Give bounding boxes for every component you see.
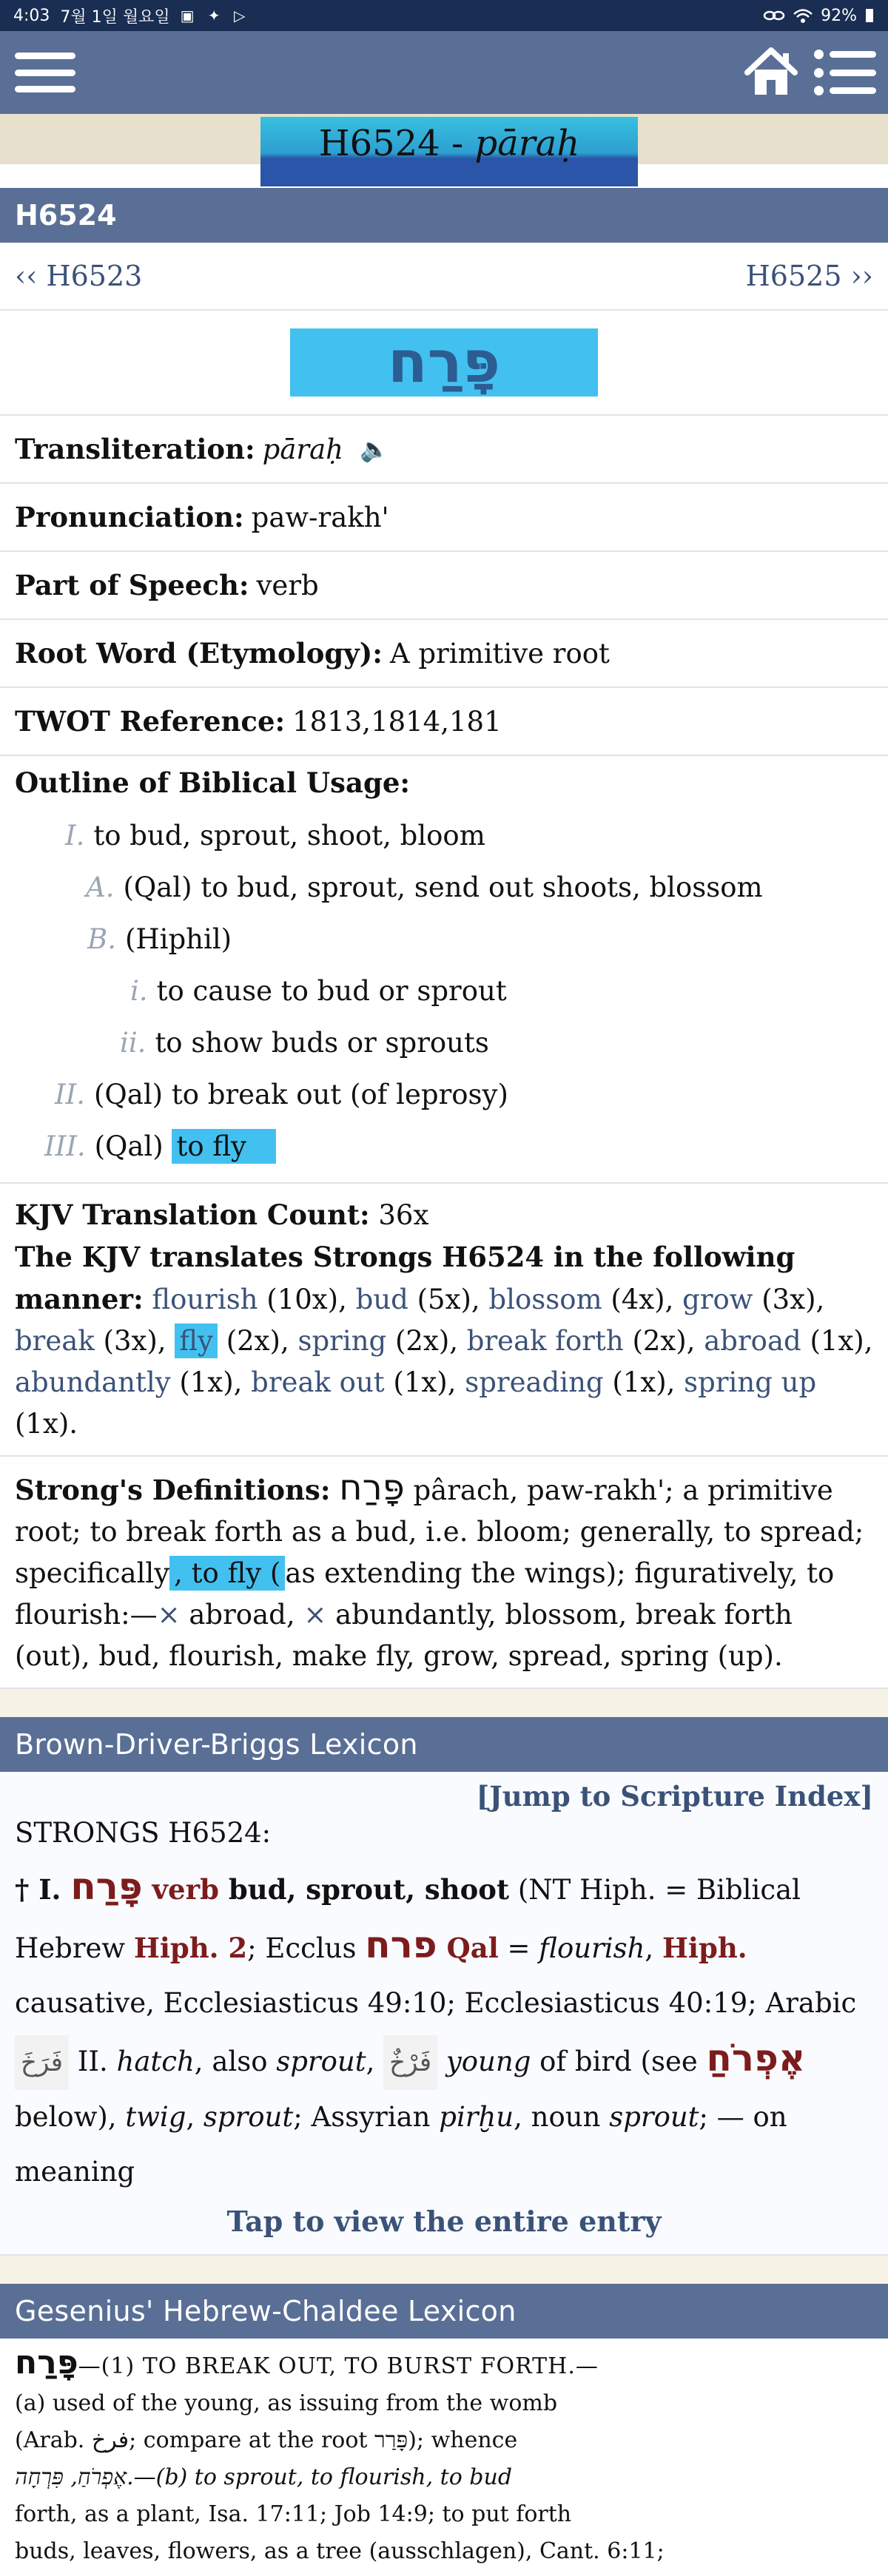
- transliteration-value: pāraḥ: [262, 433, 343, 465]
- outline-title: Outline of Biblical Usage:: [15, 766, 411, 799]
- link-icon: [763, 7, 785, 24]
- gesenius-line: אֶפְרֹחַ, פִּרְחָה.—(b) to sprout, to flourish, to bud: [15, 2464, 513, 2490]
- bdb-entry-text: † I. פָּרַח verb bud, sprout, shoot (NT Hiph. = Biblical Hebrew Hiph. 2; Ecclus פרח Qal = flourish, Hiph. causative, Ecclesiasticus 49:10; Ecclesiasticus 40:19; Arabic فَرَخَ II. hatch, also sprout, فَرْخٌ young of bird (see אֶפְרֹחַ below), twig, sprout; Assyrian pirḫu, noun sprout; — on meaning: [15, 1865, 857, 2188]
- twot-row: TWOT Reference: 1813,1814,181: [0, 688, 888, 756]
- part-of-speech-row: Part of Speech: verb: [0, 552, 888, 620]
- root-word-value: A primitive root: [389, 637, 610, 670]
- search-highlight: to fly: [172, 1129, 276, 1164]
- search-highlight: , to fly (: [169, 1556, 285, 1591]
- gesenius-line: (a) used of the young, as issuing from the womb: [15, 2390, 558, 2416]
- gesenius-line: (Arab. فرخ; compare at the root פָּרַר); whence: [15, 2427, 518, 2453]
- bdb-lexicon: [0, 1772, 888, 2256]
- kjv-count: 36x: [378, 1199, 429, 1231]
- kjv-translation: KJV Translation Count: 36x The KJV translates Strongs H6524 in the following manner: flourish (10x), bud (5x), blossom (4x), grow (3x), break (3x), fly (2x), spring (2x), break forth (2x), abroad (1x), abundantly (1x), break out (1x), spreading (1x), spring up (1x).: [0, 1184, 888, 1457]
- outline-item: I. to bud, sprout, shoot, bloom: [65, 819, 485, 852]
- jump-to-scripture-link[interactable]: [Jump to Scripture Index]: [476, 1780, 873, 1813]
- hebrew-word: פָּרַח: [290, 328, 598, 397]
- kjv-word-link[interactable]: break out: [251, 1366, 385, 1398]
- menu-icon[interactable]: [15, 50, 75, 95]
- kjv-words: flourish (10x), bud (5x), blossom (4x), grow (3x), break (3x), fly (2x), spring (2x), break forth (2x), abroad (1x), abundantly (1x), break out (1x), spreading (1x), spring up (1x).: [15, 1284, 873, 1440]
- kjv-word-link[interactable]: abundantly: [15, 1366, 171, 1398]
- hebrew-word-row: [0, 311, 888, 416]
- kjv-word-link[interactable]: fly: [175, 1324, 218, 1358]
- gesenius-line: פָּרַח—(1) TO BREAK OUT, TO BURST FORTH.—: [15, 2344, 599, 2381]
- app-header: [0, 31, 888, 114]
- kjv-word-link[interactable]: grow: [682, 1284, 753, 1315]
- next-entry-link[interactable]: H6525 ››: [745, 260, 873, 292]
- kjv-word-link[interactable]: spreading: [465, 1366, 604, 1398]
- root-word-row: Root Word (Etymology): A primitive root: [0, 620, 888, 688]
- speaker-icon[interactable]: 🔈: [359, 435, 389, 463]
- kjv-word-link[interactable]: spring: [297, 1325, 387, 1357]
- strongs-definitions: Strong's Definitions: פָּרַח pârach, paw-rakh'; a primitive root; to break forth as a bud, i.e. bloom; generally, to spread; specifically , to fly ( as extending the wings); figuratively, to flourish:—× abroad, × abundantly, blossom, break forth (out), bud, flourish, make fly, grow, spread, spring (up).: [0, 1457, 888, 1689]
- battery-level: 92%: [821, 6, 857, 25]
- list-menu-icon[interactable]: [814, 50, 876, 95]
- gesenius-line: buds, leaves, flowers, as a tree (ausschlagen), Cant. 6:11;: [15, 2538, 665, 2564]
- gesenius-header: Gesenius' Hebrew-Chaldee Lexicon: [0, 2284, 888, 2339]
- home-icon[interactable]: [743, 46, 799, 99]
- status-time: 4:03: [13, 6, 50, 25]
- outline-item: A. (Qal) to bud, sprout, send out shoots, blossom: [86, 871, 763, 903]
- status-bar: [0, 0, 888, 31]
- transliteration-row: Transliteration: pāraḥ 🔈: [0, 416, 888, 484]
- arabic-word: فَرَخَ: [15, 2035, 69, 2090]
- status-date: 7월 1일 월요일: [60, 7, 170, 27]
- kjv-word-link[interactable]: abroad: [704, 1325, 801, 1357]
- view-entire-entry-button[interactable]: Tap to view the entire entry: [226, 2205, 662, 2238]
- outline-item: III. (Qal) to fly: [15, 1120, 873, 1172]
- pronunciation-value: paw-rakh': [251, 501, 389, 533]
- entry-nav: [0, 243, 888, 311]
- entry-header: H6524: [0, 188, 888, 243]
- page-title: H6524 - pāraḥ: [260, 117, 638, 186]
- kjv-word-link[interactable]: spring up: [684, 1366, 817, 1398]
- prev-entry-link[interactable]: ‹‹ H6523: [15, 260, 143, 292]
- arabic-word: فَرْخٌ: [383, 2035, 437, 2090]
- outline-item: B. (Hiphil): [87, 923, 232, 955]
- bdb-strongs-line: STRONGS H6524:: [15, 1817, 272, 1849]
- wifi-icon: [793, 7, 813, 24]
- kjv-word-link[interactable]: break: [15, 1325, 95, 1357]
- kjv-word-link[interactable]: bud: [355, 1284, 408, 1315]
- title-band: [0, 114, 888, 164]
- kjv-word-link[interactable]: flourish: [152, 1284, 258, 1315]
- gesenius-line: forth, as a plant, Isa. 17:11; Job 14:9; to put forth: [15, 2501, 572, 2527]
- section-gap: [0, 2256, 888, 2284]
- strongs-hebrew: פָּרַח: [339, 1467, 405, 1508]
- kjv-intro: The KJV translates Strongs H6524 in the following manner:: [15, 1241, 796, 1315]
- outline-usage: [0, 756, 888, 1184]
- twot-value: 1813,1814,181: [292, 705, 502, 738]
- part-of-speech-value: verb: [256, 569, 319, 601]
- notification-icons: ▣ ✦ ▷: [180, 7, 250, 24]
- outline-item: ii. to show buds or sprouts: [120, 1026, 489, 1059]
- kjv-word-link[interactable]: blossom: [488, 1284, 602, 1315]
- outline-item: II. (Qal) to break out (of leprosy): [55, 1078, 508, 1110]
- outline-item: i. to cause to bud or sprout: [130, 974, 507, 1007]
- gesenius-scan: [0, 2339, 888, 2576]
- section-gap: [0, 1689, 888, 1717]
- battery-icon: [864, 7, 875, 24]
- pronunciation-row: Pronunciation: paw-rakh': [0, 484, 888, 552]
- kjv-word-link[interactable]: break forth: [466, 1325, 624, 1357]
- bdb-header: Brown-Driver-Briggs Lexicon: [0, 1717, 888, 1772]
